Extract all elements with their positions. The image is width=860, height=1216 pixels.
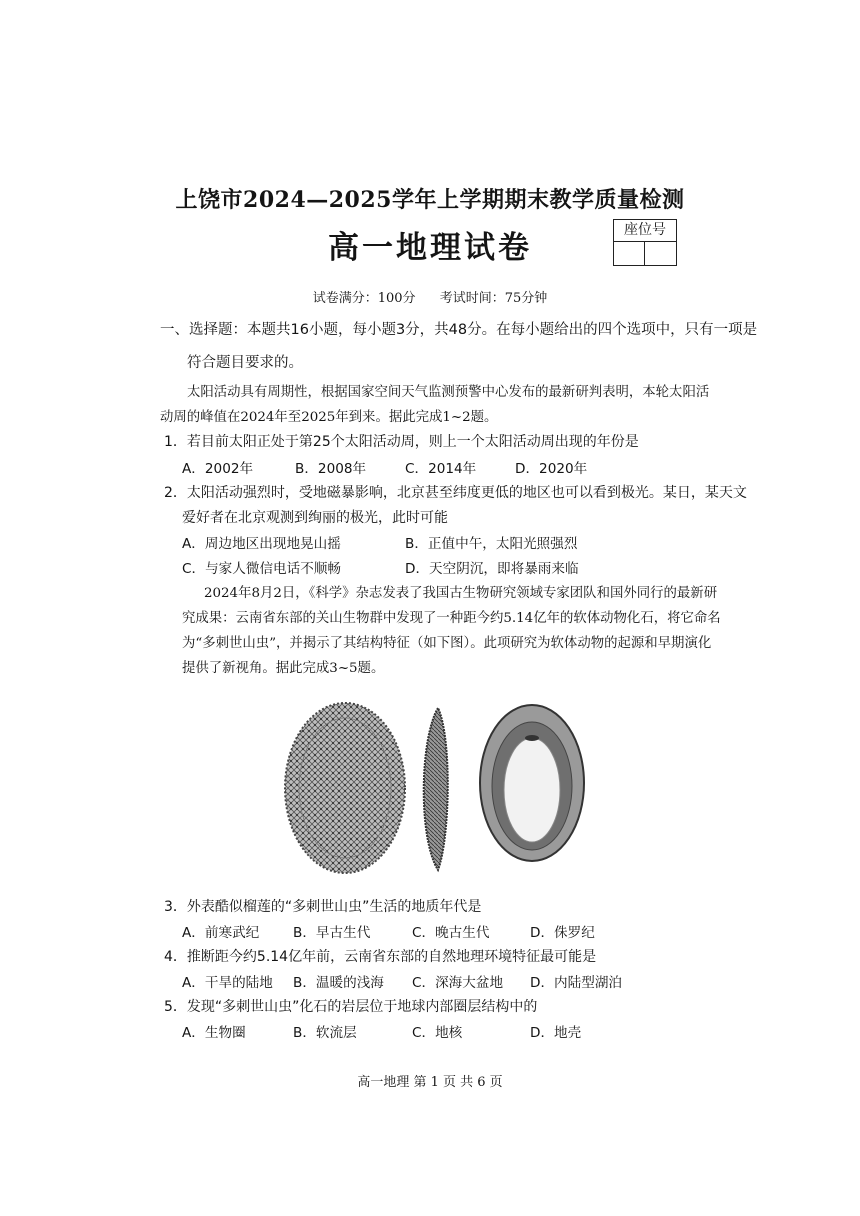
- passage2-line2: 究成果：云南省东部的关山生物群中发现了一种距今约5.14亿年的软体动物化石，将它命名: [182, 611, 721, 626]
- q2-option-b: B．正值中午，太阳光照强烈: [405, 536, 578, 552]
- q3-option-b: B．早古生代: [293, 925, 371, 941]
- exam-time: 考试时间：75分钟: [439, 291, 548, 306]
- q2-option-a: A．周边地区出现地晃山摇: [182, 536, 341, 552]
- seat-cell-left: [614, 242, 645, 265]
- seat-number-label: 座位号: [614, 220, 676, 242]
- q4-option-a: A．干旱的陆地: [182, 975, 273, 991]
- question-4-stem: 4．推断距今约5.14亿年前，云南省东部的自然地理环境特征最可能是: [164, 949, 597, 965]
- exam-subtitle: 高一地理试卷: [328, 230, 532, 266]
- q2-option-c: C．与家人微信电话不顺畅: [182, 561, 342, 577]
- seat-cell-right: [645, 242, 676, 265]
- fossil-dorsal-icon: [285, 703, 405, 873]
- q1-option-b: B．2008年: [295, 461, 367, 477]
- q4-option-d: D．内陆型湖泊: [530, 975, 623, 991]
- q2-option-d: D．天空阴沉，即将暴雨来临: [405, 561, 579, 577]
- q3-option-a: A．前寒武纪: [182, 925, 260, 941]
- passage2-line1: 2024年8月2日，《科学》杂志发表了我国古生物研究领域专家团队和国外同行的最新研: [204, 586, 718, 601]
- fossil-lateral-icon: [424, 708, 448, 870]
- section-heading-line1: 一、选择题：本题共16小题，每小题3分，共48分。在每小题给出的四个选项中，只有一项是: [160, 322, 758, 338]
- q1-option-a: A．2002年: [182, 461, 254, 477]
- section-heading-line2: 符合题目要求的。: [187, 355, 303, 371]
- page-footer: 高一地理 第 1 页 共 6 页: [357, 1075, 503, 1090]
- q1-option-d: D．2020年: [515, 461, 588, 477]
- question-2-stem-line2: 爱好者在北京观测到绚丽的极光，此时可能: [182, 510, 448, 526]
- question-1-stem: 1．若目前太阳正处于第25个太阳活动周，则上一个太阳活动周出现的年份是: [164, 434, 639, 450]
- fossil-figure: [270, 698, 590, 878]
- exam-meta: [0, 287, 860, 306]
- fossil-ventral-icon: [480, 705, 584, 861]
- q4-option-c: C．深海大盆地: [412, 975, 504, 991]
- question-5-stem: 5．发现“多刺世山虫”化石的岩层位于地球内部圈层结构中的: [164, 999, 538, 1015]
- question-3-stem: 3．外表酷似榴莲的“多刺世山虫”生活的地质年代是: [164, 899, 482, 915]
- q5-option-a: A．生物圈: [182, 1025, 246, 1041]
- q4-option-b: B．温暖的浅海: [293, 975, 384, 991]
- passage2-line4: 提供了新视角。据此完成3~5题。: [182, 661, 385, 676]
- q5-option-c: C．地核: [412, 1025, 463, 1041]
- passage2-line3: 为“多刺世山虫”，并揭示了其结构特征（如下图）。此项研究为软体动物的起源和早期演化: [182, 636, 712, 651]
- exam-title: 上饶市2024—2025学年上学期期末教学质量检测: [175, 187, 685, 213]
- q3-option-c: C．晚古生代: [412, 925, 490, 941]
- q5-option-d: D．地壳: [530, 1025, 582, 1041]
- passage1-line1: 太阳活动具有周期性，根据国家空间天气监测预警中心发布的最新研判表明，本轮太阳活: [187, 385, 710, 400]
- seat-number-box: [613, 219, 677, 266]
- q5-option-b: B．软流层: [293, 1025, 357, 1041]
- q3-option-d: D．侏罗纪: [530, 925, 595, 941]
- question-2-stem-line1: 2．太阳活动强烈时，受地磁暴影响，北京甚至纬度更低的地区也可以看到极光。某日，某天文: [164, 485, 747, 501]
- passage1-line2: 动周的峰值在2024年至2025年到来。据此完成1~2题。: [160, 410, 498, 425]
- q1-option-c: C．2014年: [405, 461, 477, 477]
- full-score: 试卷满分：100分: [312, 291, 416, 306]
